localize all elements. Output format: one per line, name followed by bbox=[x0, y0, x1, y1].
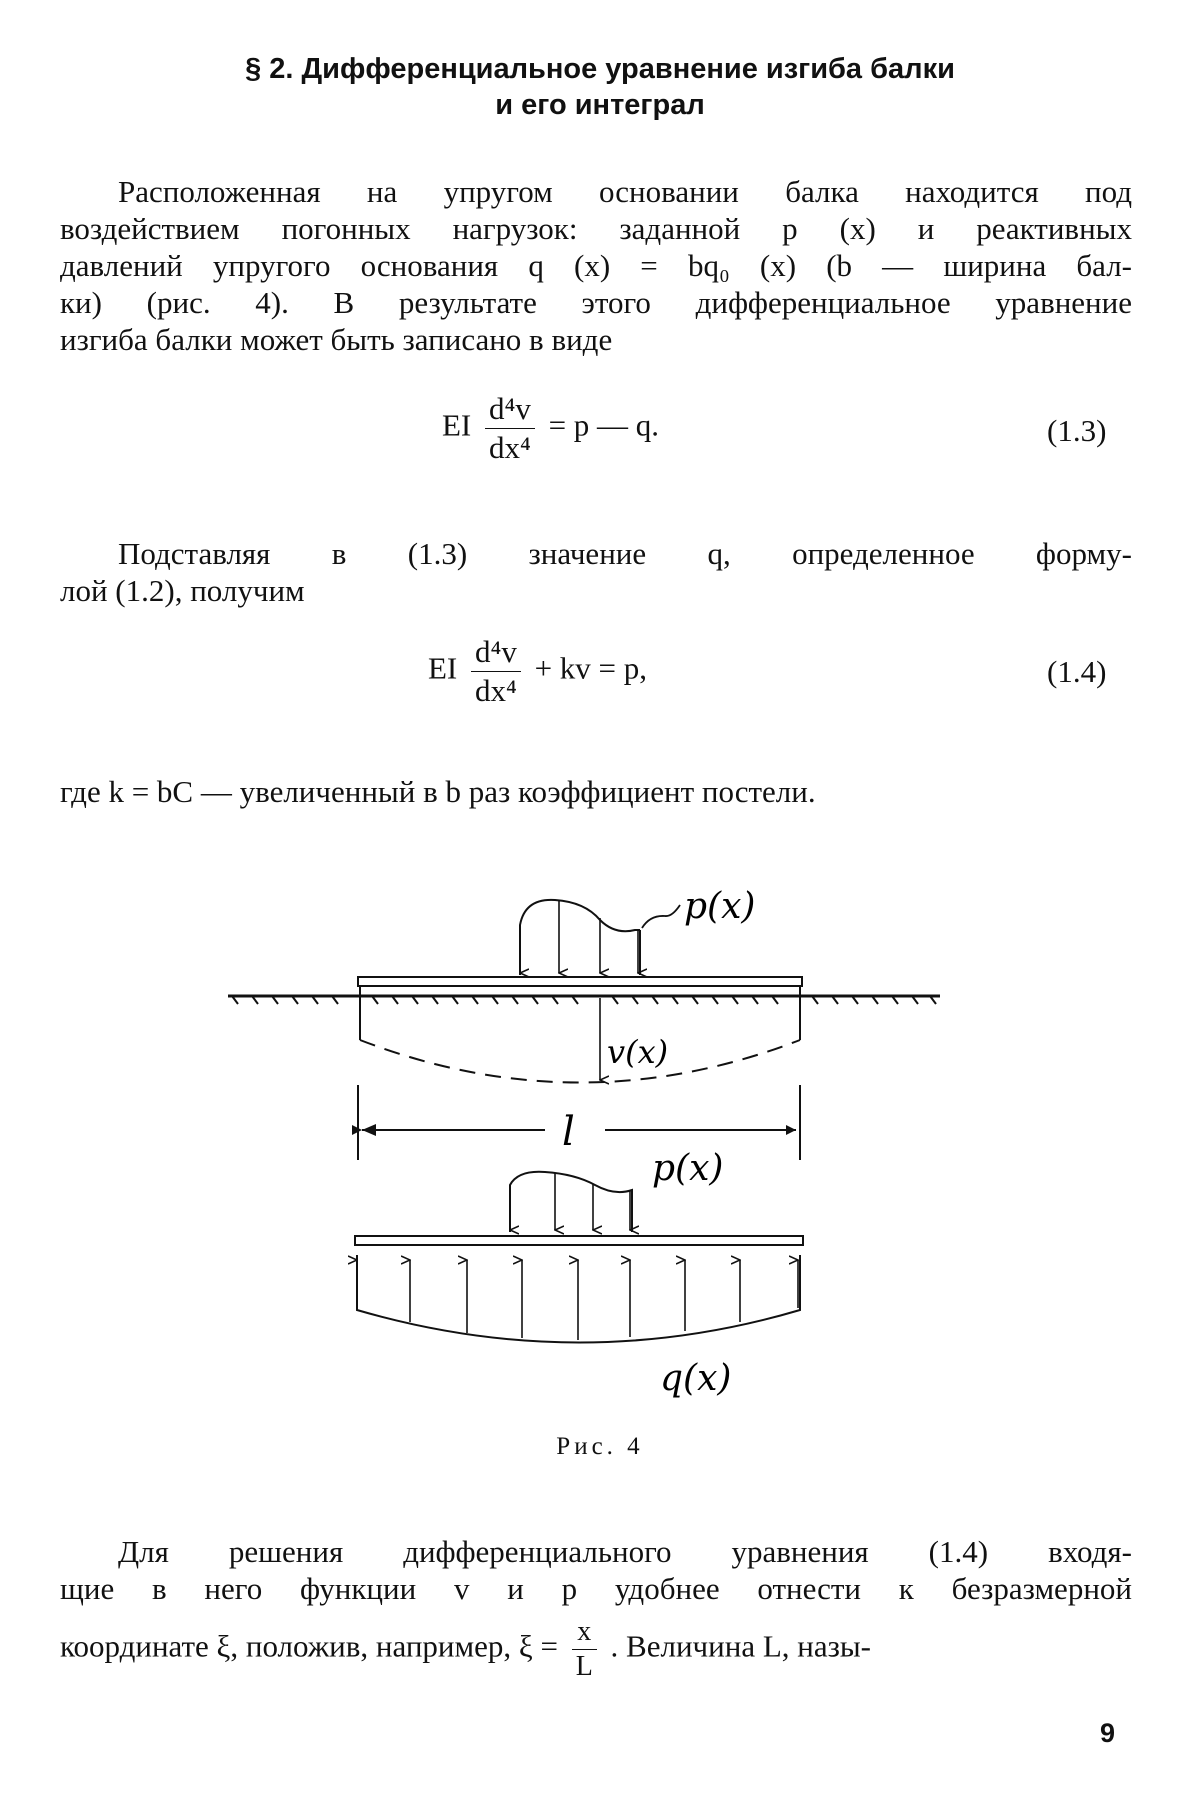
text-line: Расположенная на упругом основании балка находится под bbox=[118, 174, 1132, 209]
text-line: Подставляя в (1.3) значение q, определенное форму- bbox=[118, 536, 1132, 571]
load-curve-top bbox=[520, 900, 640, 975]
fraction-denominator: dx⁴ bbox=[489, 430, 531, 465]
load-arrows-bottom bbox=[510, 1173, 630, 1230]
deflection-curve bbox=[360, 1040, 800, 1083]
equation-rhs: = p — q. bbox=[548, 407, 660, 443]
paragraph-dimensionless-line-3 bbox=[60, 1617, 1132, 1682]
text-line: ки) (рис. 4). В результате этого дифференциальное уравнение bbox=[60, 285, 1132, 320]
fraction-numerator: d⁴v bbox=[471, 635, 521, 672]
xi-fraction bbox=[572, 1617, 597, 1682]
text-fragment: координате ξ, положив, например, ξ = bbox=[60, 1628, 558, 1664]
label-v: v(x) bbox=[607, 1033, 669, 1071]
text-line: лой (1.2), получим bbox=[60, 573, 305, 608]
text-line: изгиба балки может быть записано в виде bbox=[60, 322, 613, 357]
text-line: щие в него функции v и p удобнее отнести к безразмерной bbox=[60, 1571, 1132, 1606]
equation-lhs: EI bbox=[442, 407, 472, 443]
beam-bottom bbox=[355, 1236, 803, 1245]
section-heading-line-1: § 2. Дифференциальное уравнение изгиба балки bbox=[245, 53, 955, 85]
fraction-denominator: L bbox=[575, 1651, 593, 1682]
fraction-numerator: d⁴v bbox=[485, 392, 535, 429]
load-arrows-top bbox=[520, 901, 638, 973]
paragraph-dimensionless bbox=[60, 1533, 1132, 1607]
equation-number-1-3: (1.3) bbox=[1047, 413, 1107, 448]
text-line: Для решения дифференциального уравнения (1.4) входя- bbox=[118, 1534, 1132, 1569]
equation-rhs: + kv = p, bbox=[534, 650, 648, 686]
page-number: 9 bbox=[1100, 1718, 1116, 1748]
beam-top bbox=[358, 977, 802, 986]
figure-caption: Рис. 4 bbox=[556, 1433, 644, 1460]
load-curve-bottom bbox=[510, 1172, 632, 1232]
equation-lhs: EI bbox=[428, 650, 458, 686]
lower-diagram bbox=[355, 1172, 803, 1343]
text-line: давлений упругого основания q (x) = bq₀ (x) (b — ширина бал- bbox=[60, 248, 1132, 283]
label-p-top: p(x) bbox=[684, 886, 756, 927]
fraction-denominator: dx⁴ bbox=[475, 673, 517, 708]
leader-line-p bbox=[642, 905, 680, 928]
text-fragment: . Величина L, назы- bbox=[610, 1628, 872, 1664]
text-line: воздействием погонных нагрузок: заданной p (x) и реактивных bbox=[60, 211, 1132, 246]
upper-diagram bbox=[228, 900, 940, 1160]
label-l: l bbox=[562, 1109, 575, 1155]
fraction-numerator: x bbox=[572, 1617, 597, 1650]
equation-number-1-4: (1.4) bbox=[1047, 654, 1107, 689]
text-line: где k = bC — увеличенный в b раз коэффициент постели. bbox=[60, 774, 816, 809]
label-q: q(x) bbox=[660, 1358, 732, 1399]
section-heading-line-2: и его интеграл bbox=[495, 89, 705, 121]
label-p-bottom: p(x) bbox=[652, 1148, 724, 1189]
